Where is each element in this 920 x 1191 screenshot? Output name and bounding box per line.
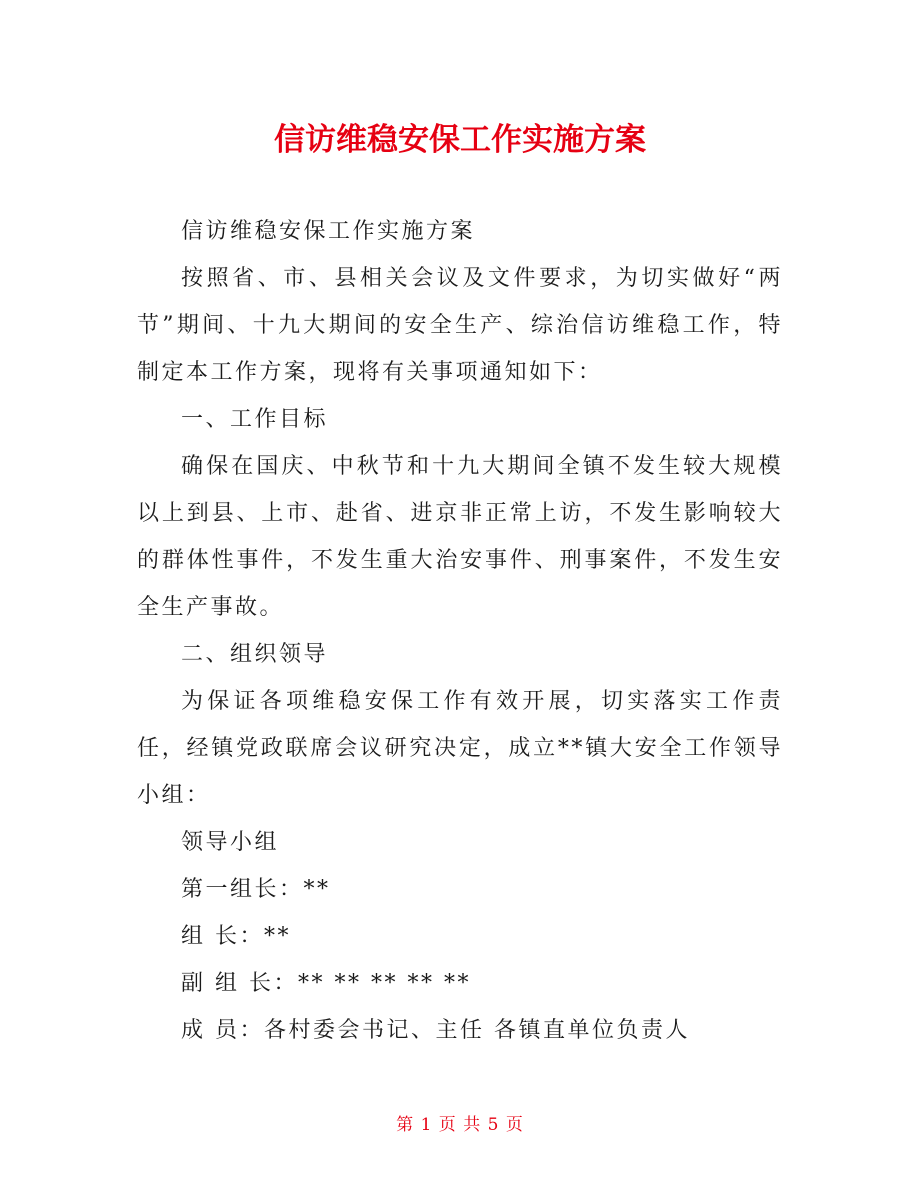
paragraph-intro: 按照省、市、县相关会议及文件要求，为切实做好“两节”期间、十九大期间的安全生产、综治信访维稳工作，特制定本工作方案，现将有关事项通知如下： — [137, 266, 783, 385]
leadership-group-label: 领导小组 — [181, 830, 280, 855]
section-heading-leadership: 二、组织领导 — [181, 642, 329, 667]
paragraph-heading-repeat: 信访维稳安保工作实施方案 — [181, 219, 476, 244]
leader-line: 组 长：** — [181, 924, 291, 949]
page-footer: 第 1 页 共 5 页 — [396, 1115, 524, 1135]
members-line: 成 员：各村委会书记、主任 各镇直单位负责人 — [181, 1018, 690, 1043]
first-leader-line: 第一组长：** — [181, 877, 331, 902]
paragraph-leadership: 为保证各项维稳安保工作有效开展，切实落实工作责任，经镇党政联席会议研究决定，成立**镇大安全工作领导小组： — [137, 689, 783, 808]
document-body — [137, 208, 783, 1054]
deputy-leader-line: 副 组 长：** ** ** ** ** — [181, 971, 471, 996]
section-heading-goals: 一、工作目标 — [181, 407, 329, 432]
document-title: 信访维稳安保工作实施方案 — [274, 122, 646, 158]
paragraph-goals: 确保在国庆、中秋节和十九大期间全镇不发生较大规模以上到县、上市、赴省、进京非正常上访，不发生影响较大的群体性事件，不发生重大治安事件、刑事案件，不发生安全生产事故。 — [137, 454, 783, 620]
